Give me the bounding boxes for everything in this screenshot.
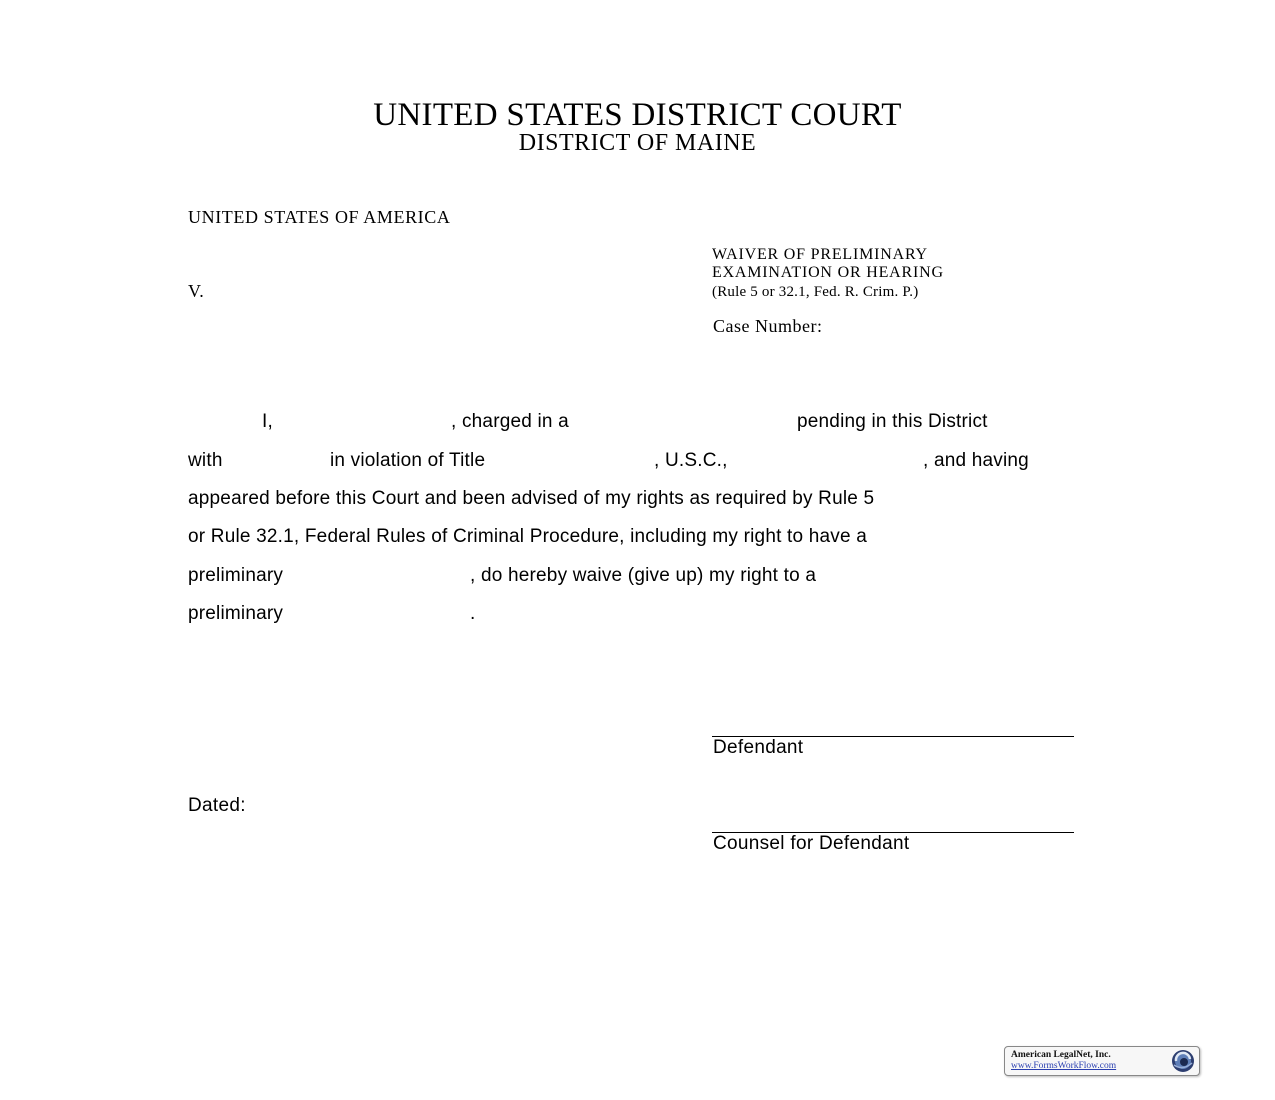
defendant-name-field[interactable] xyxy=(282,411,447,433)
body-line2-usc: , U.S.C., xyxy=(654,450,728,471)
proceeding-1-field[interactable] xyxy=(315,565,465,587)
body-line3: appeared before this Court and been advised of my rights as required by Rule 5 xyxy=(188,488,875,509)
case-number-label: Case Number: xyxy=(713,316,823,336)
body-line2-violation: in violation of Title xyxy=(330,450,486,471)
dated-field[interactable] xyxy=(265,795,465,817)
american-legalnet-badge[interactable] xyxy=(1004,1046,1200,1076)
body-line1-charged: , charged in a xyxy=(451,411,569,432)
body-line6-period: . xyxy=(470,603,476,624)
district-name: DISTRICT OF MAINE xyxy=(518,130,757,156)
body-line1-pending: pending in this District xyxy=(797,411,988,432)
counsel-label: Counsel for Defendant xyxy=(713,833,910,854)
body-line6-preliminary: preliminary xyxy=(188,603,284,624)
body-line2-having: , and having xyxy=(923,450,1029,471)
court-title: UNITED STATES DISTRICT COURT xyxy=(373,97,902,133)
body-line2-with: with xyxy=(188,450,223,471)
plaintiff-name: UNITED STATES OF AMERICA xyxy=(188,207,451,227)
badge-company-name: American LegalNet, Inc. xyxy=(1011,1050,1111,1060)
document-title-line1: WAIVER OF PRELIMINARY xyxy=(712,246,928,263)
rule-reference: (Rule 5 or 32.1, Fed. R. Crim. P.) xyxy=(712,284,919,300)
defendant-label: Defendant xyxy=(713,737,804,758)
offense-field[interactable] xyxy=(240,450,325,472)
body-line4: or Rule 32.1, Federal Rules of Criminal Procedure, including my right to have a xyxy=(188,526,868,547)
body-line5-preliminary: preliminary xyxy=(188,565,284,586)
badge-url-link[interactable]: www.FormsWorkFlow.com xyxy=(1011,1061,1117,1071)
proceeding-2-field[interactable] xyxy=(315,603,465,625)
body-line5-waive: , do hereby waive (give up) my right to a xyxy=(470,565,817,586)
globe-logo-icon xyxy=(1171,1049,1195,1073)
document-title-line2: EXAMINATION OR HEARING xyxy=(712,264,944,281)
charge-type-field[interactable] xyxy=(608,411,793,433)
title-number-field[interactable] xyxy=(533,450,651,472)
versus-label: V. xyxy=(188,281,205,301)
case-number-field[interactable] xyxy=(860,316,1060,338)
section-field[interactable] xyxy=(755,450,920,472)
body-line1-i: I, xyxy=(262,411,273,432)
dated-label: Dated: xyxy=(188,795,246,816)
